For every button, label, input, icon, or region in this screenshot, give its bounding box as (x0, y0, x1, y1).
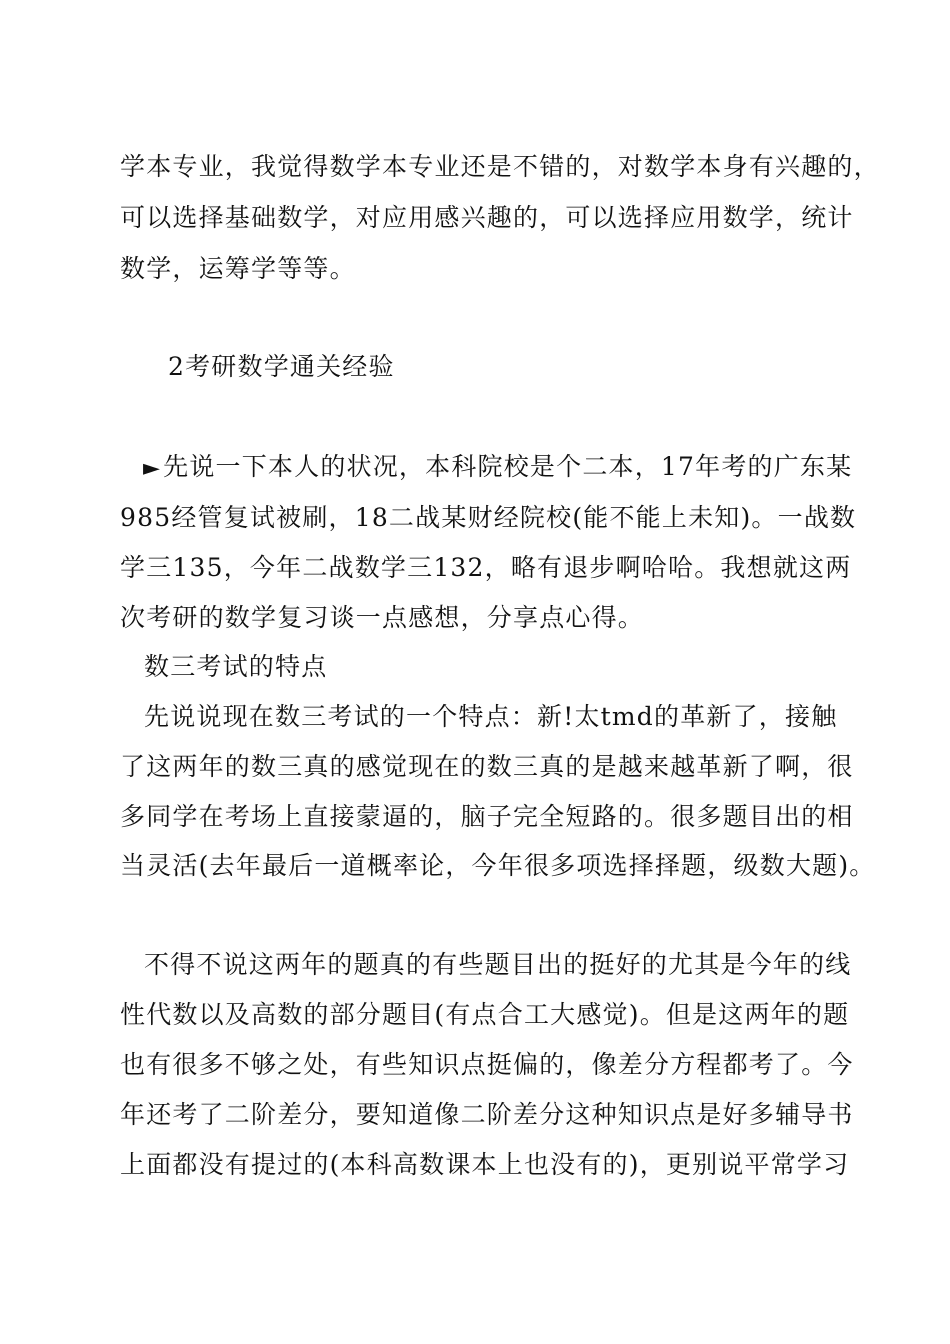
paragraph-2-line-3: 学三135，今年二战数学三132，略有退步啊哈哈。我想就这两 (120, 553, 852, 582)
section-heading-2: 数三考试的特点 (144, 652, 328, 681)
paragraph-1-line-2: 可以选择基础数学，对应用感兴趣的，可以选择应用数学，统计 (120, 203, 854, 232)
paragraph-4-line-3: 也有很多不够之处，有些知识点挺偏的，像差分方程都考了。今 (120, 1050, 854, 1079)
paragraph-1-line-1: 学本专业，我觉得数学本专业还是不错的，对数学本身有兴趣的， (120, 152, 880, 181)
paragraph-4-line-1: 不得不说这两年的题真的有些题目出的挺好的尤其是今年的线 (144, 950, 852, 979)
paragraph-4-line-2: 性代数以及高数的部分题目(有点合工大感觉)。但是这两年的题 (120, 1000, 850, 1029)
triangle-bullet-icon: ► (143, 456, 162, 481)
paragraph-4-line-4: 年还考了二阶差分，要知道像二阶差分这种知识点是好多辅导书 (120, 1100, 854, 1129)
paragraph-2-line-1-text: 先说一下本人的状况，本科院校是个二本，17年考的广东某 (163, 452, 853, 481)
paragraph-3-line-4: 当灵活(去年最后一道概率论，今年很多项选择择题，级数大题)。 (120, 851, 876, 880)
paragraph-3-line-3: 多同学在考场上直接蒙逼的，脑子完全短路的。很多题目出的相 (120, 802, 854, 831)
paragraph-2-line-1 (143, 450, 852, 486)
paragraph-2-line-4: 次考研的数学复习谈一点感想，分享点心得。 (120, 603, 645, 632)
section-heading-1: 2考研数学通关经验 (168, 352, 395, 381)
paragraph-3-line-1: 先说说现在数三考试的一个特点：新!太tmd的革新了，接触 (144, 702, 838, 731)
paragraph-2-line-2: 985经管复试被刷，18二战某财经院校(能不能上未知)。一战数 (120, 503, 857, 532)
paragraph-3-line-2: 了这两年的数三真的感觉现在的数三真的是越来越革新了啊，很 (120, 752, 854, 781)
paragraph-4-line-5: 上面都没有提过的(本科高数课本上也没有的)，更别说平常学习 (120, 1150, 850, 1179)
paragraph-1-line-3: 数学，运筹学等等。 (120, 254, 356, 283)
